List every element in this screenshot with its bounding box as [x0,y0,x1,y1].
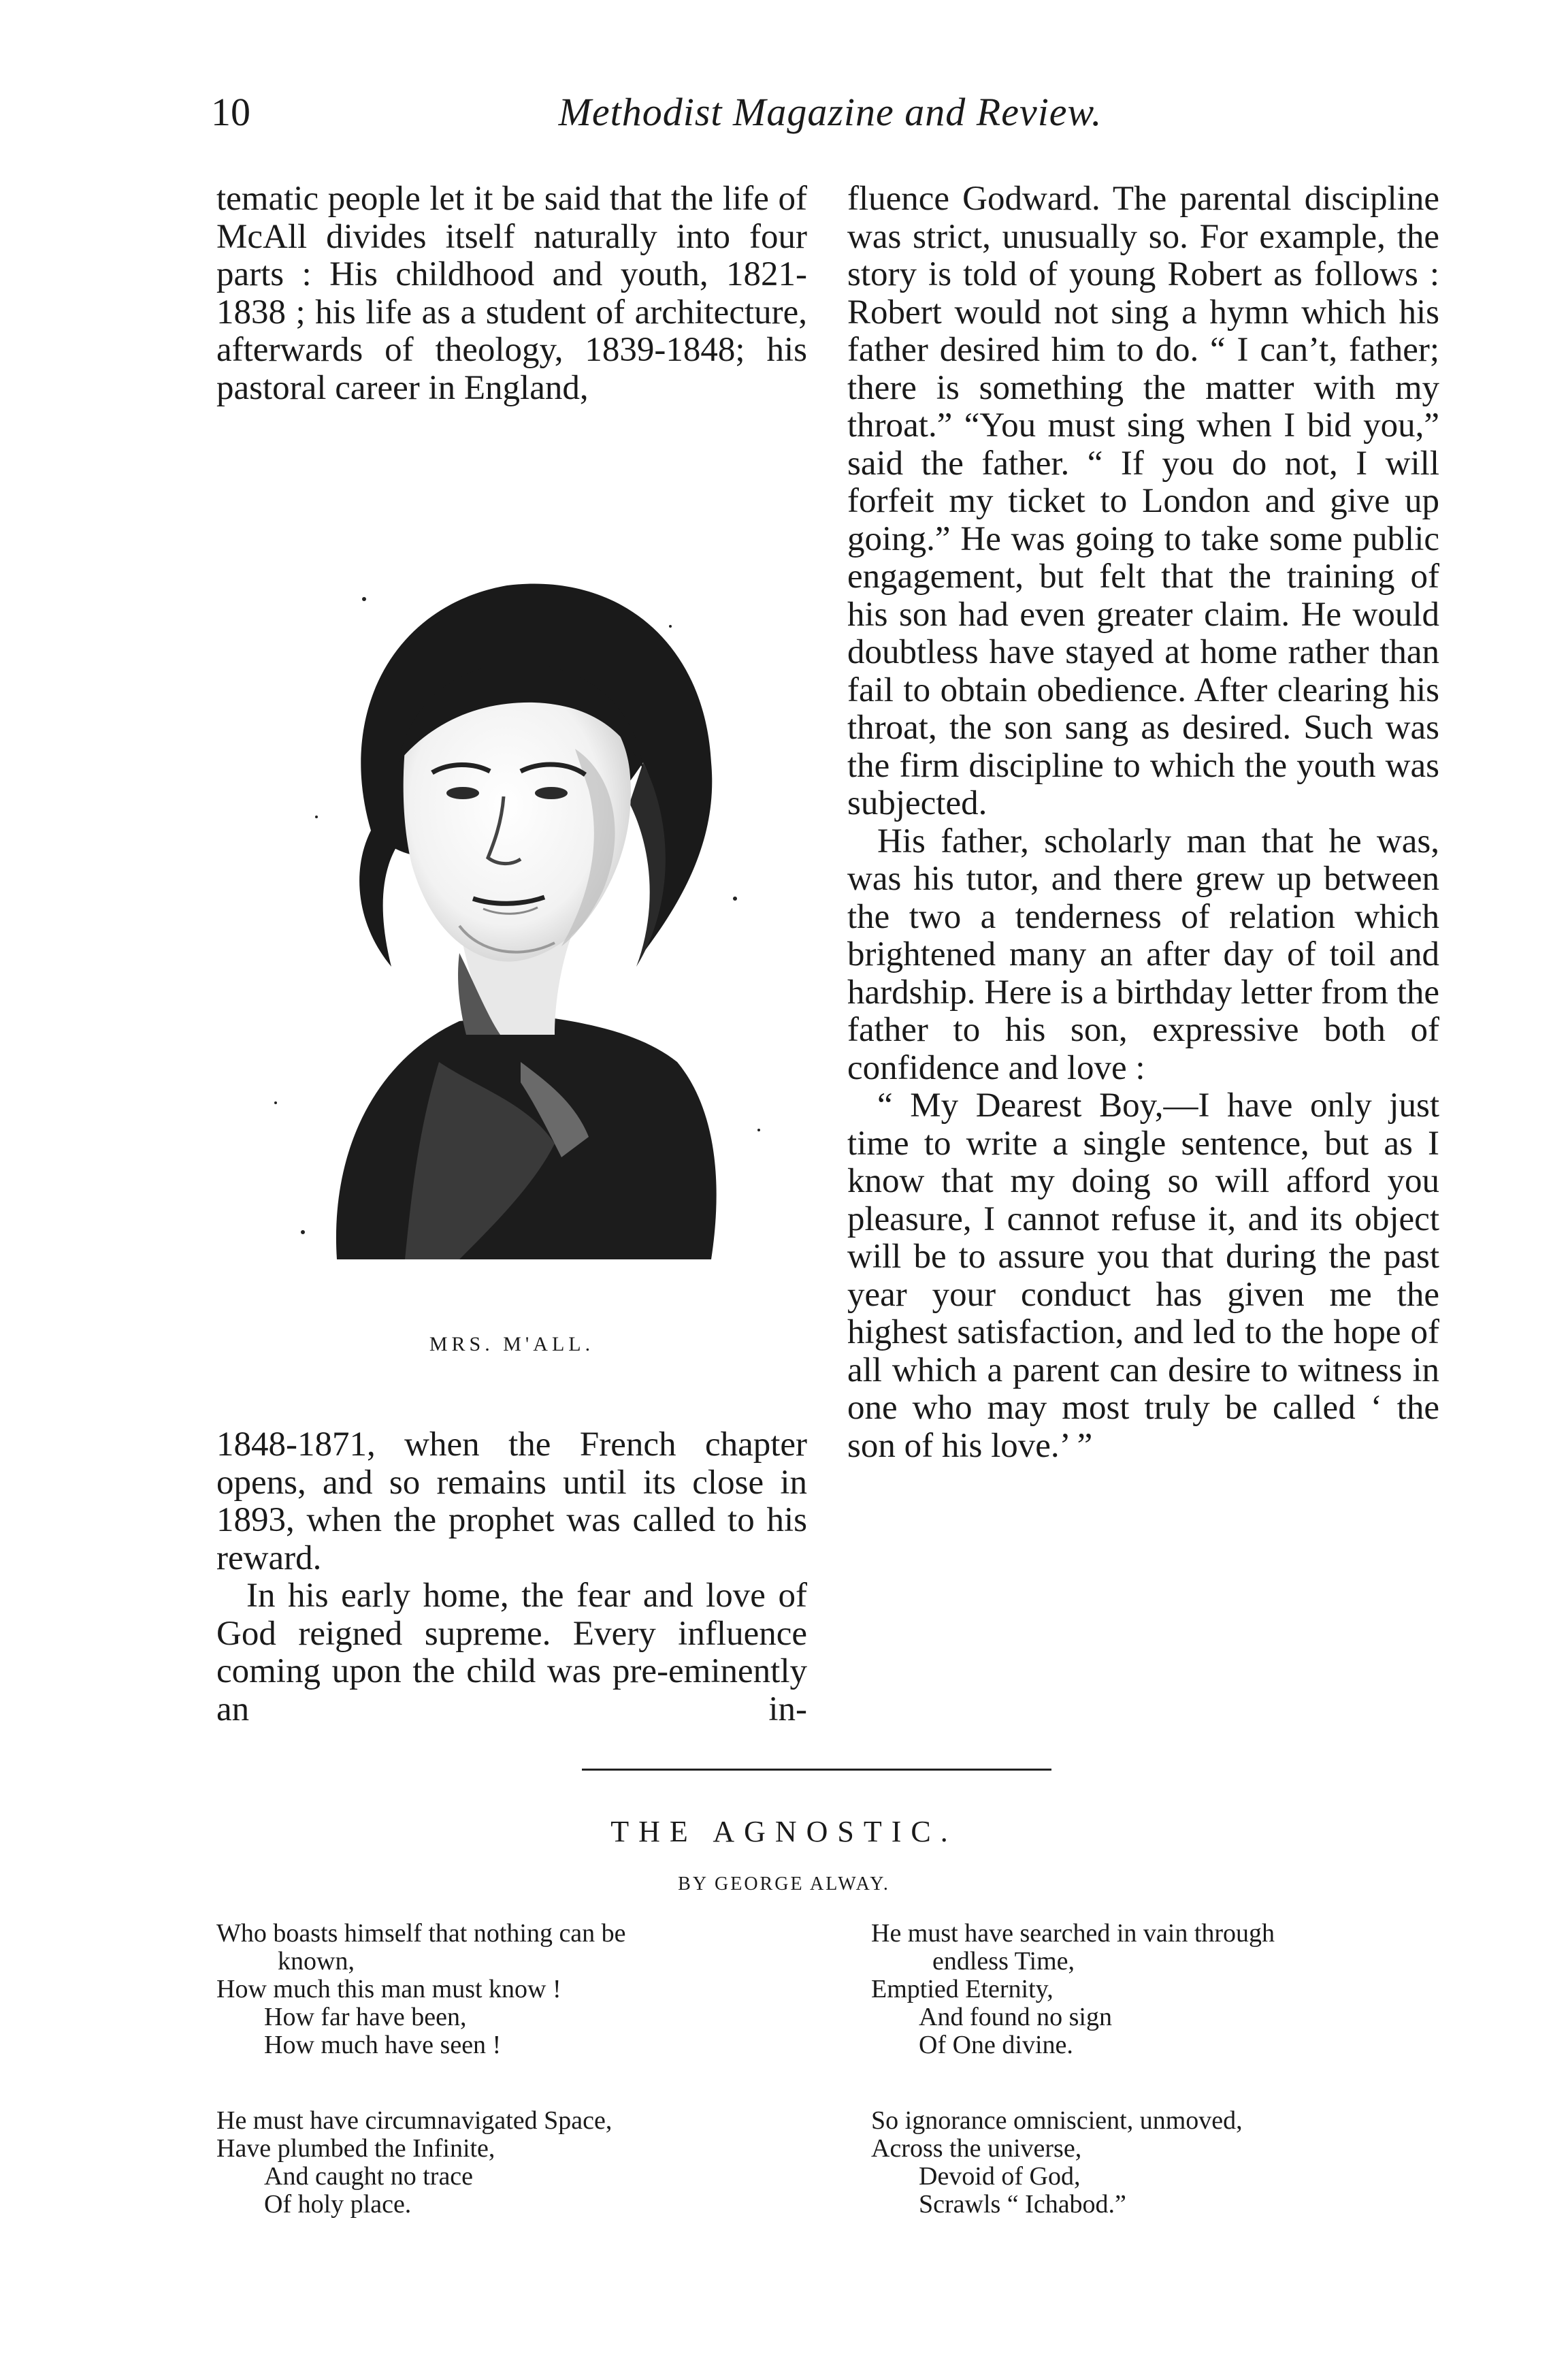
section-divider [582,1769,1051,1771]
poem-line: How far have been, [264,2003,467,2031]
poem-line: How much have seen ! [264,2031,502,2059]
poem-line: How much this man must know ! [216,1975,561,2003]
portrait-engraving [235,545,800,1273]
poem-byline: BY GEORGE ALWAY. [678,1873,890,1895]
journal-title: Methodist Magazine and Review. [558,90,1102,134]
poem-line: And found no sign [919,2003,1112,2031]
poem-stanza-1 [216,1920,788,2059]
poem-line: Of holy place. [264,2190,412,2219]
poem-line: And caught no trace [264,2162,474,2191]
poem-stanza-4 [871,2107,1443,2219]
page-number: 10 [211,90,250,134]
poem-line: Have plumbed the Infinite, [216,2134,495,2163]
poem-title: THE AGNOSTIC. [610,1815,958,1848]
poem-line: He must have searched in vain through [871,1919,1275,1948]
poem-line: Devoid of God, [919,2162,1081,2191]
poem-line: Of One divine. [919,2031,1073,2059]
poem-stanza-3 [871,1920,1443,2059]
left-column-top [216,180,807,407]
portrait-caption: MRS. M'ALL. [429,1333,595,1355]
left-column-bottom [216,1426,807,1728]
poem-stanza-2 [216,2107,788,2219]
article-paragraph: tematic people let it be said that the life of McAll divides itself naturally into four parts : His childhood and youth, 1821-1838 ; his life as a student of architecture, afterwards of theology, 1839-1848; his pastoral career in England, [216,180,807,407]
right-column [847,180,1439,1465]
poem-line: Who boasts himself that nothing can be [216,1919,626,1948]
poem-line: Scrawls “ Ichabod.” [919,2190,1126,2219]
poem-line: He must have circumnavigated Space, [216,2106,612,2135]
running-header [211,82,1450,143]
poem-line: endless Time, [932,1947,1075,1976]
article-paragraph: “ My Dearest Boy,—I have only just time to write a single sentence, but as I know that my doing so will afford you pleasure, I cannot refuse it, and its object will be to assure you that during the past year your conduct has given me the highest satisfaction, and led to the hope of all which a parent can desire to witness in one who may most truly be called ‘ the son of his love.’ ” [847,1086,1439,1465]
poem-line: So ignorance omniscient, unmoved, [871,2106,1243,2135]
article-paragraph: 1848-1871, when the French chapter opens, and so remains until its close in 1893, when the prophet was called to his reward. [216,1425,807,1577]
article-paragraph: His father, scholarly man that he was, was his tutor, and there grew up between the two a tenderness of relation which brightened many an after day of toil and hardship. Here is a birthday letter from the father to his son, expressive both of confidence and love : [847,822,1439,1087]
poem-line: known, [278,1947,355,1976]
article-paragraph: fluence Godward. The parental discipline was strict, unusually so. For example, the story is told of young Robert as follows : Robert would not sing a hymn which his father desired him to do. “ I can’t, father; there is something the matter with my throat.” “You must sing when I bid you,” said the father. “ If you do not, I will forfeit my ticket to London and give up going.” He was going to take some public engagement, but felt that the training of his son had even greater claim. He would doubtless have stayed at home rather than fail to obtain obedience. After clearing his throat, the son sang as desired. Such was the firm discipline to which the youth was subjected. [847,180,1439,822]
poem-line: Emptied Eternity, [871,1975,1054,2003]
portrait-mrs-mcall [235,545,800,1273]
poem-line: Across the universe, [871,2134,1082,2163]
article-paragraph: In his early home, the fear and love of God reigned supreme. Every influence coming upon the child was pre-eminently an in- [216,1577,807,1728]
